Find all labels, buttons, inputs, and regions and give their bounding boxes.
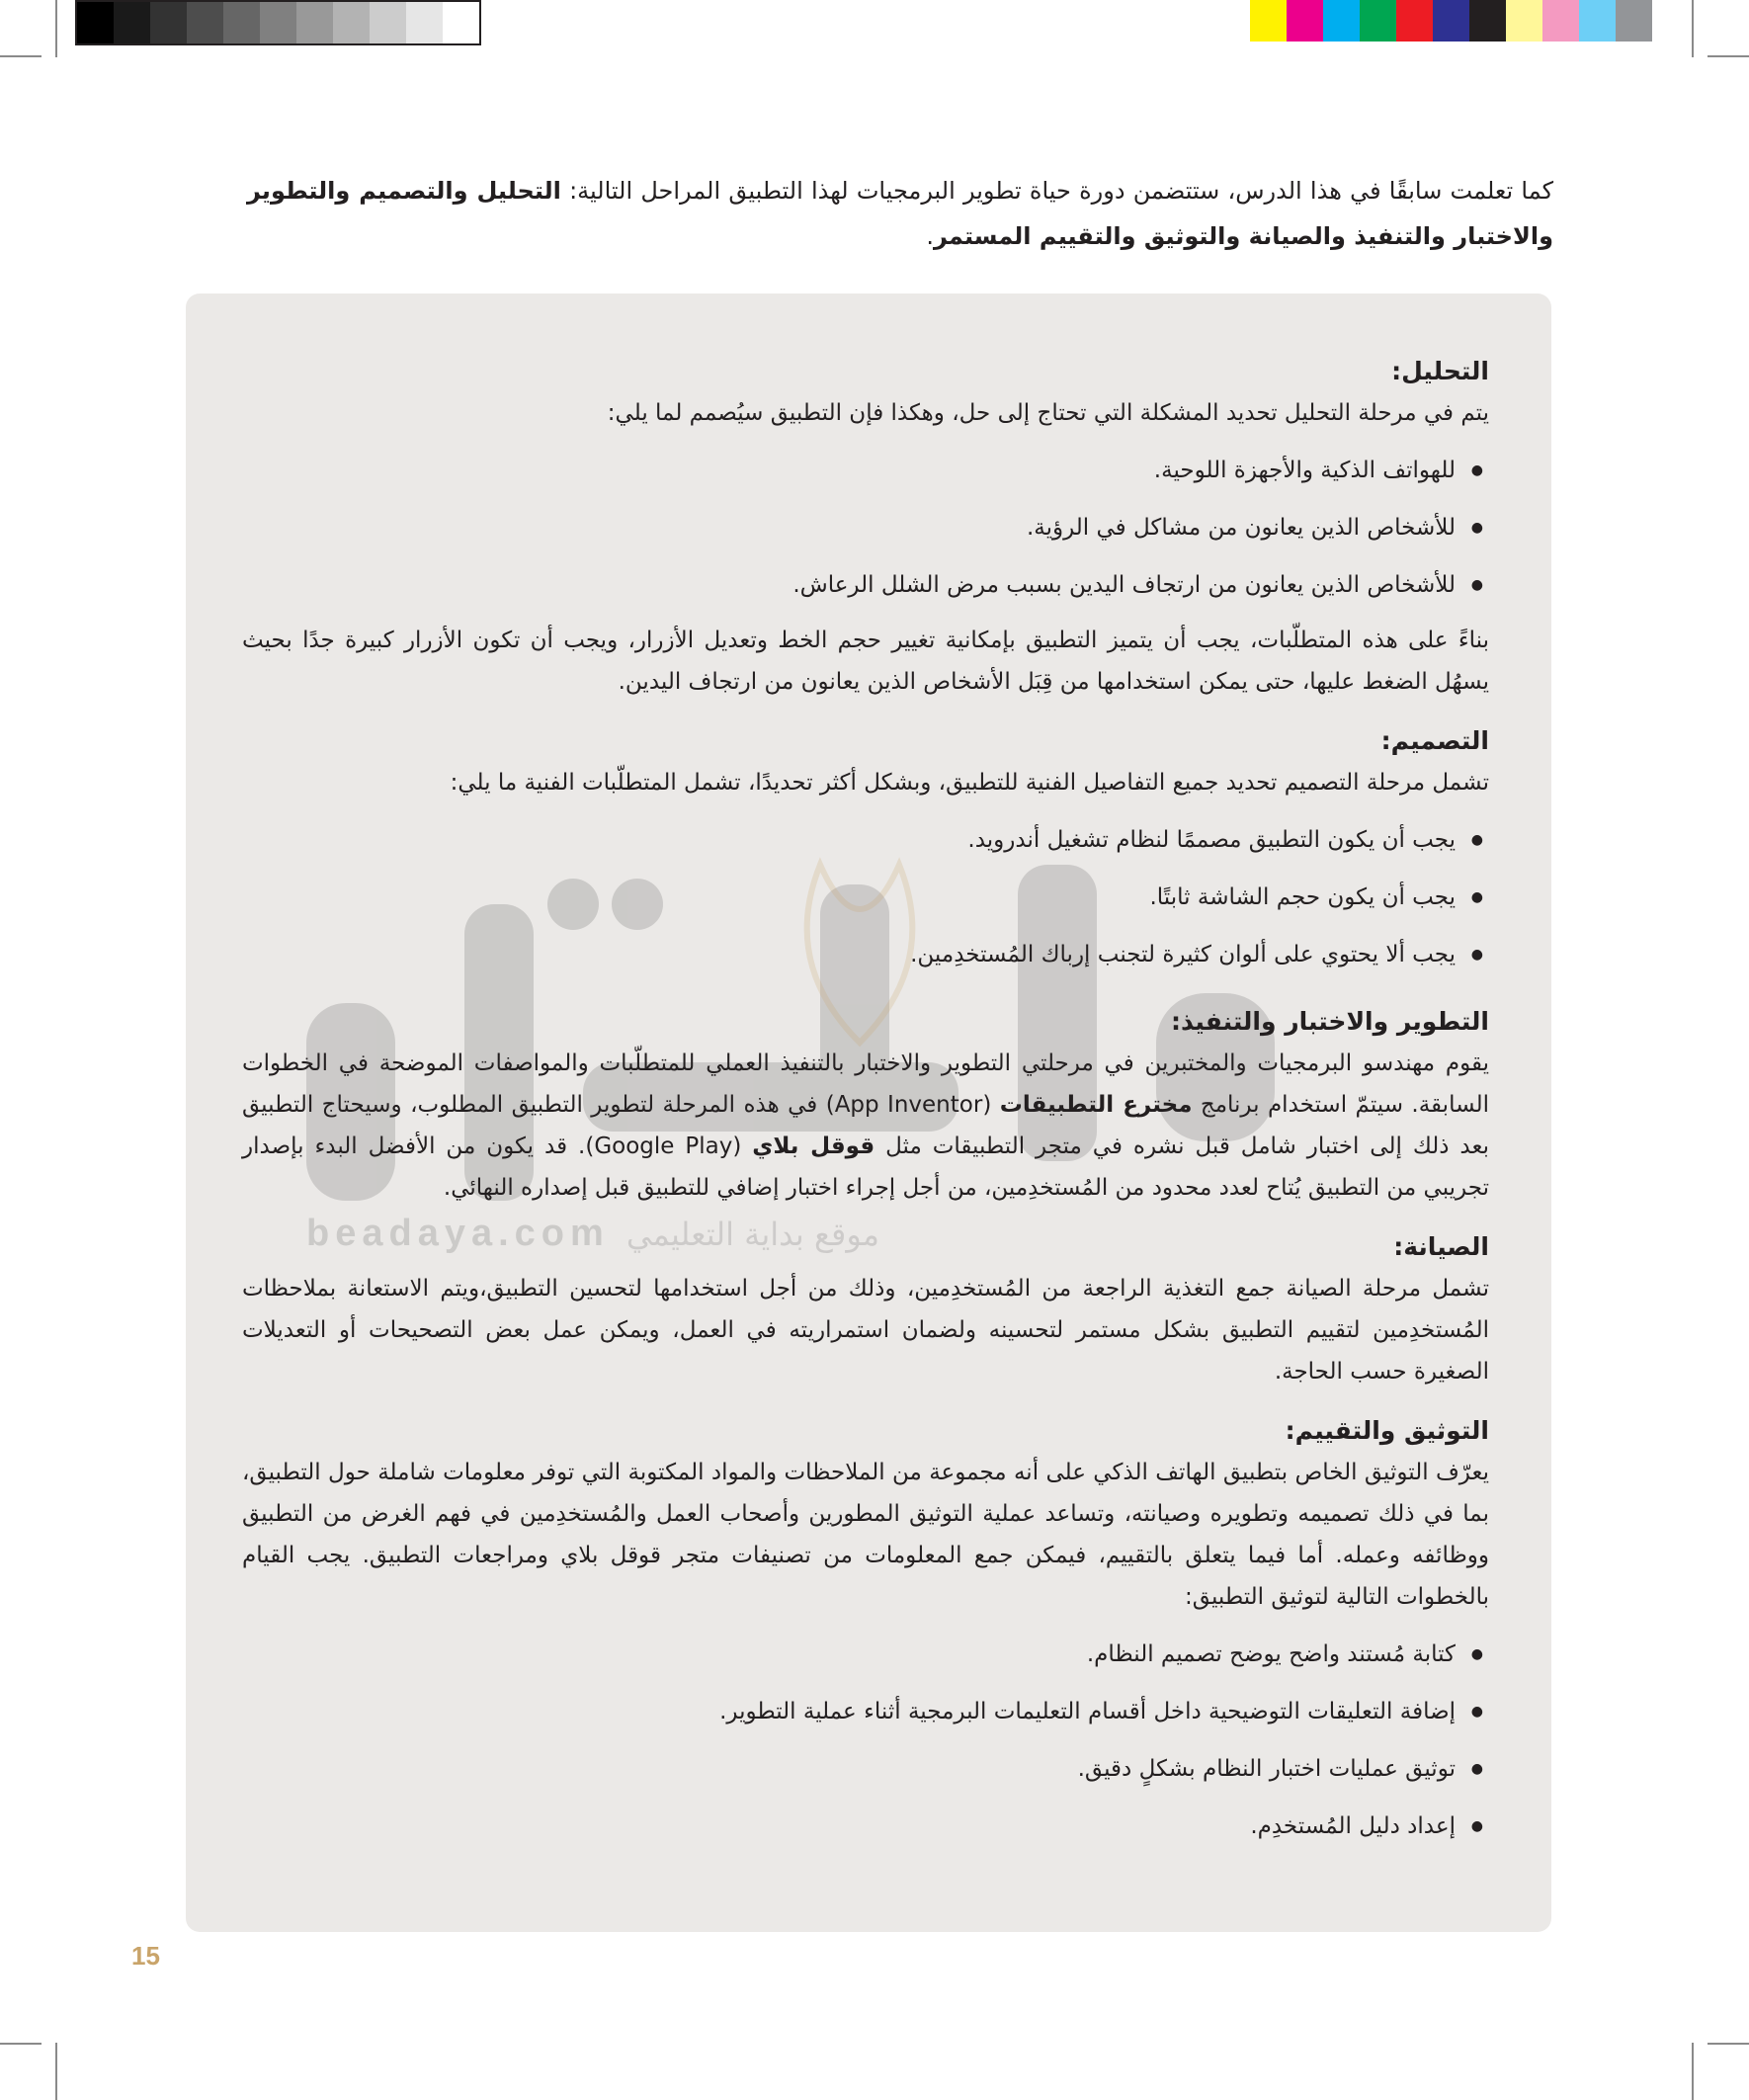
list-item: ● يجب أن يكون التطبيق مصممًا لنظام تشغيل أندرويد.: [242, 811, 1489, 869]
gray-swatch: [150, 2, 187, 43]
crop-mark: [1707, 2043, 1749, 2045]
development-heading: التطوير والاختبار والتنفيذ:: [1170, 1007, 1489, 1036]
gray-swatch: [260, 2, 296, 43]
development-section: [242, 1001, 1489, 1209]
grayscale-color-bar: [75, 0, 481, 45]
list-item: ● كتابة مُستند واضح يوضح تصميم النظام.: [242, 1626, 1489, 1683]
crop-mark: [55, 2043, 57, 2100]
app-inventor-name: مخترع التطبيقات: [999, 1092, 1193, 1118]
documentation-paragraph: يعرّف التوثيق الخاص بتطبيق الهاتف الذكي على أنه مجموعة من الملاحظات والمواد المكتوبة التي توفر معلومات شاملة حول التطبيق، بما في ذلك تصميمه وتطويره وصيانته، وتساعد عملية التوثيق المطورين وأصحاب العمل والمُستخدِمين في فهم الغرض من التطبيق ووظائفه وعمله. أما فيما يتعلق بالتقييم، فيمكن جمع المعلومات من تصنيفات متجر قوقل بلاي ومراجعات التطبيق. يجب القيام بالخطوات التالية لتوثيق التطبيق:: [242, 1460, 1489, 1610]
maintenance-heading: الصيانة:: [1393, 1232, 1489, 1261]
color-swatch: [1579, 0, 1616, 42]
intro-paragraph: [247, 168, 1553, 259]
main-content: [242, 351, 1489, 1873]
development-text-2: (App Inventor) في هذه المرحلة لتطوير التطبيق المطلوب، وسيحتاج التطبيق بعد ذلك إلى اختبار شامل قبل نشره في متجر التطبيقات مثل: [242, 1092, 1489, 1159]
crop-mark: [1707, 55, 1749, 57]
gray-swatch: [296, 2, 333, 43]
intro-text: كما تعلمت سابقًا في هذا الدرس، ستتضمن دورة حياة تطوير البرمجيات لهذا التطبيق المراحل التالية:: [560, 177, 1554, 205]
design-list: [242, 811, 1489, 983]
development-text-1: يقوم مهندسو البرمجيات والمختبرين في مرحلتي التطوير والاختبار بالتنفيذ العملي للمتطلّبات والمواصفات الموضحة في الخطوات السابقة. سيتمّ استخدام برنامج: [242, 1050, 1489, 1118]
intro-end: .: [926, 222, 934, 250]
maintenance-section: [242, 1226, 1489, 1392]
analysis-list: [242, 442, 1489, 614]
color-swatch: [1469, 0, 1506, 42]
list-item: ● توثيق عمليات اختبار النظام بشكلٍ دقيق.: [242, 1740, 1489, 1798]
list-item: ● يجب أن يكون حجم الشاشة ثابتًا.: [242, 869, 1489, 926]
crop-mark: [55, 0, 57, 57]
design-heading: التصميم:: [1380, 726, 1489, 755]
color-swatch: [1616, 0, 1652, 42]
design-section: [242, 720, 1489, 983]
color-swatch: [1323, 0, 1360, 42]
development-paragraph: [242, 1043, 1489, 1209]
crop-mark: [0, 55, 42, 57]
gray-swatch: [443, 2, 479, 43]
page-number: 15: [131, 1941, 160, 1971]
design-intro: تشمل مرحلة التصميم تحديد جميع التفاصيل الفنية للتطبيق، وبشكل أكثر تحديدًا، تشمل المتطلّبات الفنية ما يلي:: [450, 770, 1489, 796]
list-item: ● يجب ألا يحتوي على ألوان كثيرة لتجنب إرباك المُستخدِمين.: [242, 926, 1489, 983]
analysis-intro: يتم في مرحلة التحليل تحديد المشكلة التي تحتاج إلى حل، وهكذا فإن التطبيق سيُصمم لما يلي:: [607, 400, 1489, 426]
process-color-bar: [1250, 0, 1652, 42]
analysis-heading: التحليل:: [1391, 357, 1489, 385]
gray-swatch: [77, 2, 114, 43]
color-swatch: [1433, 0, 1469, 42]
gray-swatch: [114, 2, 150, 43]
list-item: ● للأشخاص الذين يعانون من مشاكل في الرؤية.: [242, 499, 1489, 556]
list-item: ● إضافة التعليقات التوضيحية داخل أقسام التعليمات البرمجية أثناء عملية التطوير.: [242, 1683, 1489, 1740]
intro-phases: التحليل والتصميم والتطوير والاختبار والتنفيذ والصيانة والتوثيق والتقييم المستمر: [247, 177, 1553, 250]
google-play-name: قوقل بلاي: [752, 1134, 875, 1159]
gray-swatch: [333, 2, 370, 43]
crop-mark: [0, 2043, 42, 2045]
crop-mark: [1692, 2043, 1694, 2100]
color-swatch: [1506, 0, 1542, 42]
maintenance-paragraph: تشمل مرحلة الصيانة جمع التغذية الراجعة من المُستخدِمين، وذلك من أجل استخدامها لتحسين التطبيق،ويتم الاستعانة بملاحظات المُستخدِمين لتقييم التطبيق بشكل مستمر لتحسينه ولضمان استمراريته في العمل، ويمكن عمل بعض التصحيحات أو التعديلات الصغيرة حسب الحاجة.: [242, 1276, 1489, 1385]
documentation-heading: التوثيق والتقييم:: [1285, 1416, 1489, 1445]
documentation-section: [242, 1410, 1489, 1855]
analysis-conclusion: بناءً على هذه المتطلّبات، يجب أن يتميز التطبيق بإمكانية تغيير حجم الخط وتعديل الأزرار، ويجب أن تكون الأزرار كبيرة جدًا بحيث يسهُل الضغط عليها، حتى يمكن استخدامها من قِبَل الأشخاص الذين يعانون من ارتجاف اليدين.: [242, 628, 1489, 695]
list-item: ● للأشخاص الذين يعانون من ارتجاف اليدين بسبب مرض الشلل الرعاش.: [242, 556, 1489, 614]
development-text-3: (Google Play). قد يكون من الأفضل البدء بإصدار تجريبي من التطبيق يُتاح لعدد محدود من المُستخدِمين، من أجل إجراء اختبار إضافي للتطبيق قبل إصداره النهائي.: [242, 1134, 1489, 1201]
color-swatch: [1360, 0, 1396, 42]
list-item: ● للهواتف الذكية والأجهزة اللوحية.: [242, 442, 1489, 499]
analysis-section: [242, 351, 1489, 703]
gray-swatch: [223, 2, 260, 43]
gray-swatch: [370, 2, 406, 43]
color-swatch: [1287, 0, 1323, 42]
crop-mark: [1692, 0, 1694, 57]
gray-swatch: [187, 2, 223, 43]
color-swatch: [1542, 0, 1579, 42]
gray-swatch: [406, 2, 443, 43]
color-swatch: [1396, 0, 1433, 42]
documentation-list: [242, 1626, 1489, 1855]
list-item: ● إعداد دليل المُستخدِم.: [242, 1798, 1489, 1855]
color-swatch: [1250, 0, 1287, 42]
